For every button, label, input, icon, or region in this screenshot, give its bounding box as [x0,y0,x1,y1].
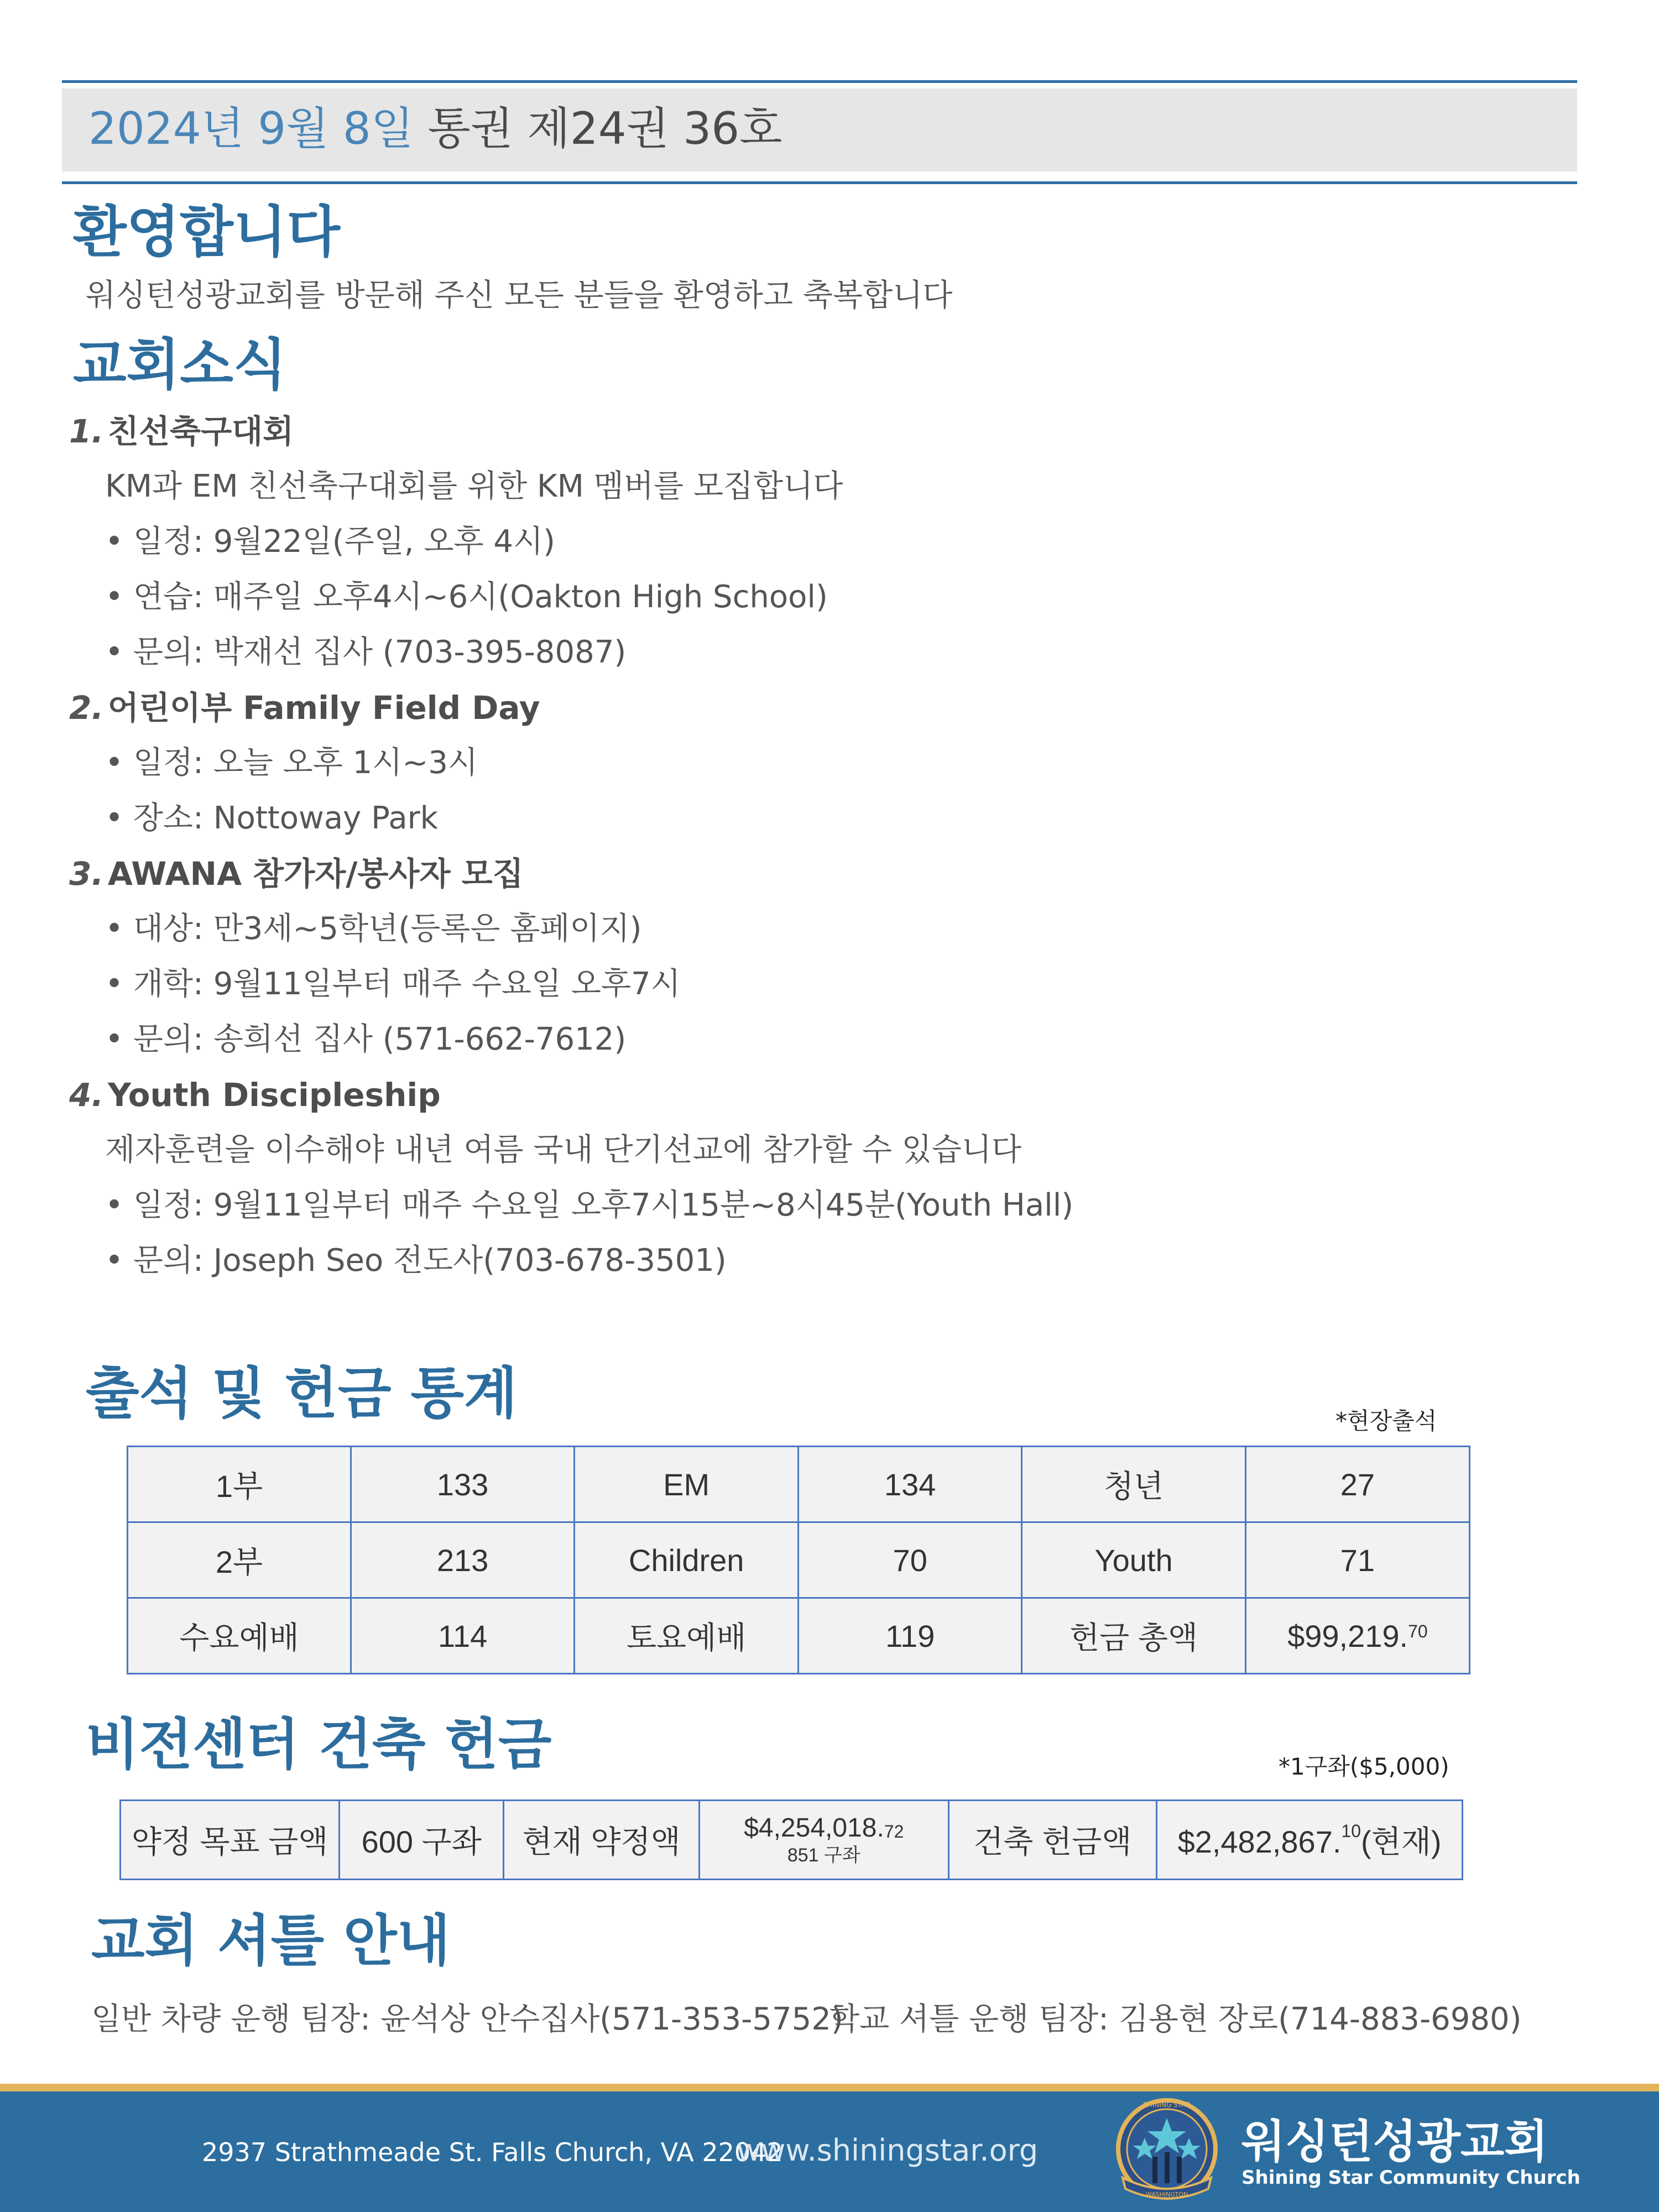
building-amount-cell [1157,1801,1463,1880]
news-item-2-line: • 장소: Nottoway Park [105,800,439,836]
table-cell: 1부 [128,1447,351,1522]
pledge-units: 851 구좌 [787,1845,860,1866]
church-name-english: Shining Star Community Church [1241,2167,1580,2189]
table-cell: 134 [799,1447,1022,1522]
news-item-1-title: 친선축구대회 [108,413,294,450]
offering-total-cents: 70 [1408,1621,1428,1641]
news-item-4-line: • 일정: 9월11일부터 매주 수요일 오후7시15분~8시45분(Youth Hall) [105,1187,1074,1223]
table-cell: 114 [351,1598,575,1674]
table-cell: Children [575,1522,799,1598]
footer-website-link[interactable]: www.shiningstar.org [737,2133,1039,2168]
pledge-amount-cell [699,1801,948,1880]
table-cell: 현재 약정액 [504,1801,700,1880]
pledge-amount-cents: 72 [884,1822,904,1841]
footer-gold-stripe [0,2084,1659,2091]
news-item-4-title: Youth Discipleship [108,1076,441,1114]
church-name: 워싱턴성광교회 [1241,2116,1548,2168]
table-cell: Youth [1022,1522,1246,1598]
footer-address: 2937 Strathmeade St. Falls Church, VA 22042 [202,2137,783,2167]
header-bottom-rule [62,181,1577,184]
shuttle-school: 학교 셔틀 운행 팀장: 김용현 장로(714-883-6980) [830,2001,1522,2037]
vision-note: *1구좌($5,000) [1279,1753,1449,1780]
church-logo-icon [1106,2095,1233,2205]
table-row [128,1522,1470,1598]
logo-ring-text: SHINING STAR [1143,2101,1191,2109]
shuttle-general: 일반 차량 운행 팀장: 윤석상 안수집사(571-353-5752) [91,2001,843,2037]
pledge-amount-value: $4,254,018. [744,1813,884,1843]
news-item-4-number: 4. [69,1076,104,1114]
table-cell: 수요예배 [128,1598,351,1674]
news-item-2-title: 어린이부 Family Field Day [108,689,540,727]
table-cell: 약정 목표 금액 [121,1801,340,1880]
logo-banner-text: WASHINGTON [1145,2191,1188,2198]
news-item-1-line: • 문의: 박재선 집사 (703-395-8087) [105,634,627,670]
stats-title: 출석 및 헌금 통계 [86,1361,518,1426]
offering-total-cell [1245,1598,1469,1674]
table-cell: 헌금 총액 [1022,1598,1246,1674]
table-cell: 청년 [1022,1447,1246,1522]
table-cell: 토요예배 [575,1598,799,1674]
table-cell: 213 [351,1522,575,1598]
table-cell: 71 [1245,1522,1469,1598]
news-item-3-number: 3. [69,855,104,893]
building-amount-suffix: (현재) [1361,1824,1442,1859]
shuttle-title: 교회 셔틀 안내 [91,1908,451,1973]
welcome-title: 환영합니다 [73,200,340,264]
table-cell: 70 [799,1522,1022,1598]
table-cell: 119 [799,1598,1022,1674]
news-item-3-title: AWANA 참가자/봉사자 모집 [108,855,524,893]
table-cell: 2부 [128,1522,351,1598]
news-item-3-line: • 개학: 9월11일부터 매주 수요일 오후7시 [105,966,681,1002]
vision-table [119,1799,1463,1880]
table-row [128,1598,1470,1674]
building-amount-value: $2,482,867. [1177,1824,1342,1859]
welcome-text: 워싱턴성광교회를 방문해 주신 모든 분들을 환영하고 축복합니다 [86,278,953,314]
news-item-1-line: KM과 EM 친선축구대회를 위한 KM 멤버를 모집합니다 [105,468,843,504]
news-item-4-line: 제자훈련을 이수해야 내년 여름 국내 단기선교에 참가할 수 있습니다 [105,1132,1022,1168]
news-item-2-number: 2. [69,689,104,727]
stats-note: *현장출석 [1335,1407,1437,1434]
offering-total-value: $99,219. [1287,1618,1408,1653]
building-amount-cents: 10 [1341,1821,1361,1841]
news-item-3-line: • 대상: 만3세~5학년(등록은 홈페이지) [105,911,642,947]
news-item-4-line: • 문의: Joseph Seo 전도사(703-678-3501) [105,1243,727,1279]
bulletin-date: 2024년 9월 8일 [88,103,414,154]
header-top-rule [62,80,1577,83]
table-cell: 133 [351,1447,575,1522]
pledge-amount [700,1813,948,1844]
news-title: 교회소식 [73,332,287,397]
news-item-1-line: • 연습: 매주일 오후4시~6시(Oakton High School) [105,579,828,615]
news-item-1-line: • 일정: 9월22일(주일, 오후 4시) [105,524,555,560]
stats-table [127,1446,1470,1674]
vision-title: 비전센터 건축 헌금 [86,1712,552,1777]
news-item-2-line: • 일정: 오늘 오후 1시~3시 [105,745,478,781]
header-line [88,98,782,159]
news-item-3-line: • 문의: 송희선 집사 (571-662-7612) [105,1021,627,1057]
news-item-1-number: 1. [69,413,104,450]
table-row [121,1801,1463,1880]
table-row [128,1447,1470,1522]
table-cell: 건축 헌금액 [948,1801,1156,1880]
table-cell: EM [575,1447,799,1522]
table-cell: 27 [1245,1447,1469,1522]
table-cell: 600 구좌 [340,1801,504,1880]
bulletin-issue: 통권 제24권 36호 [427,103,782,154]
